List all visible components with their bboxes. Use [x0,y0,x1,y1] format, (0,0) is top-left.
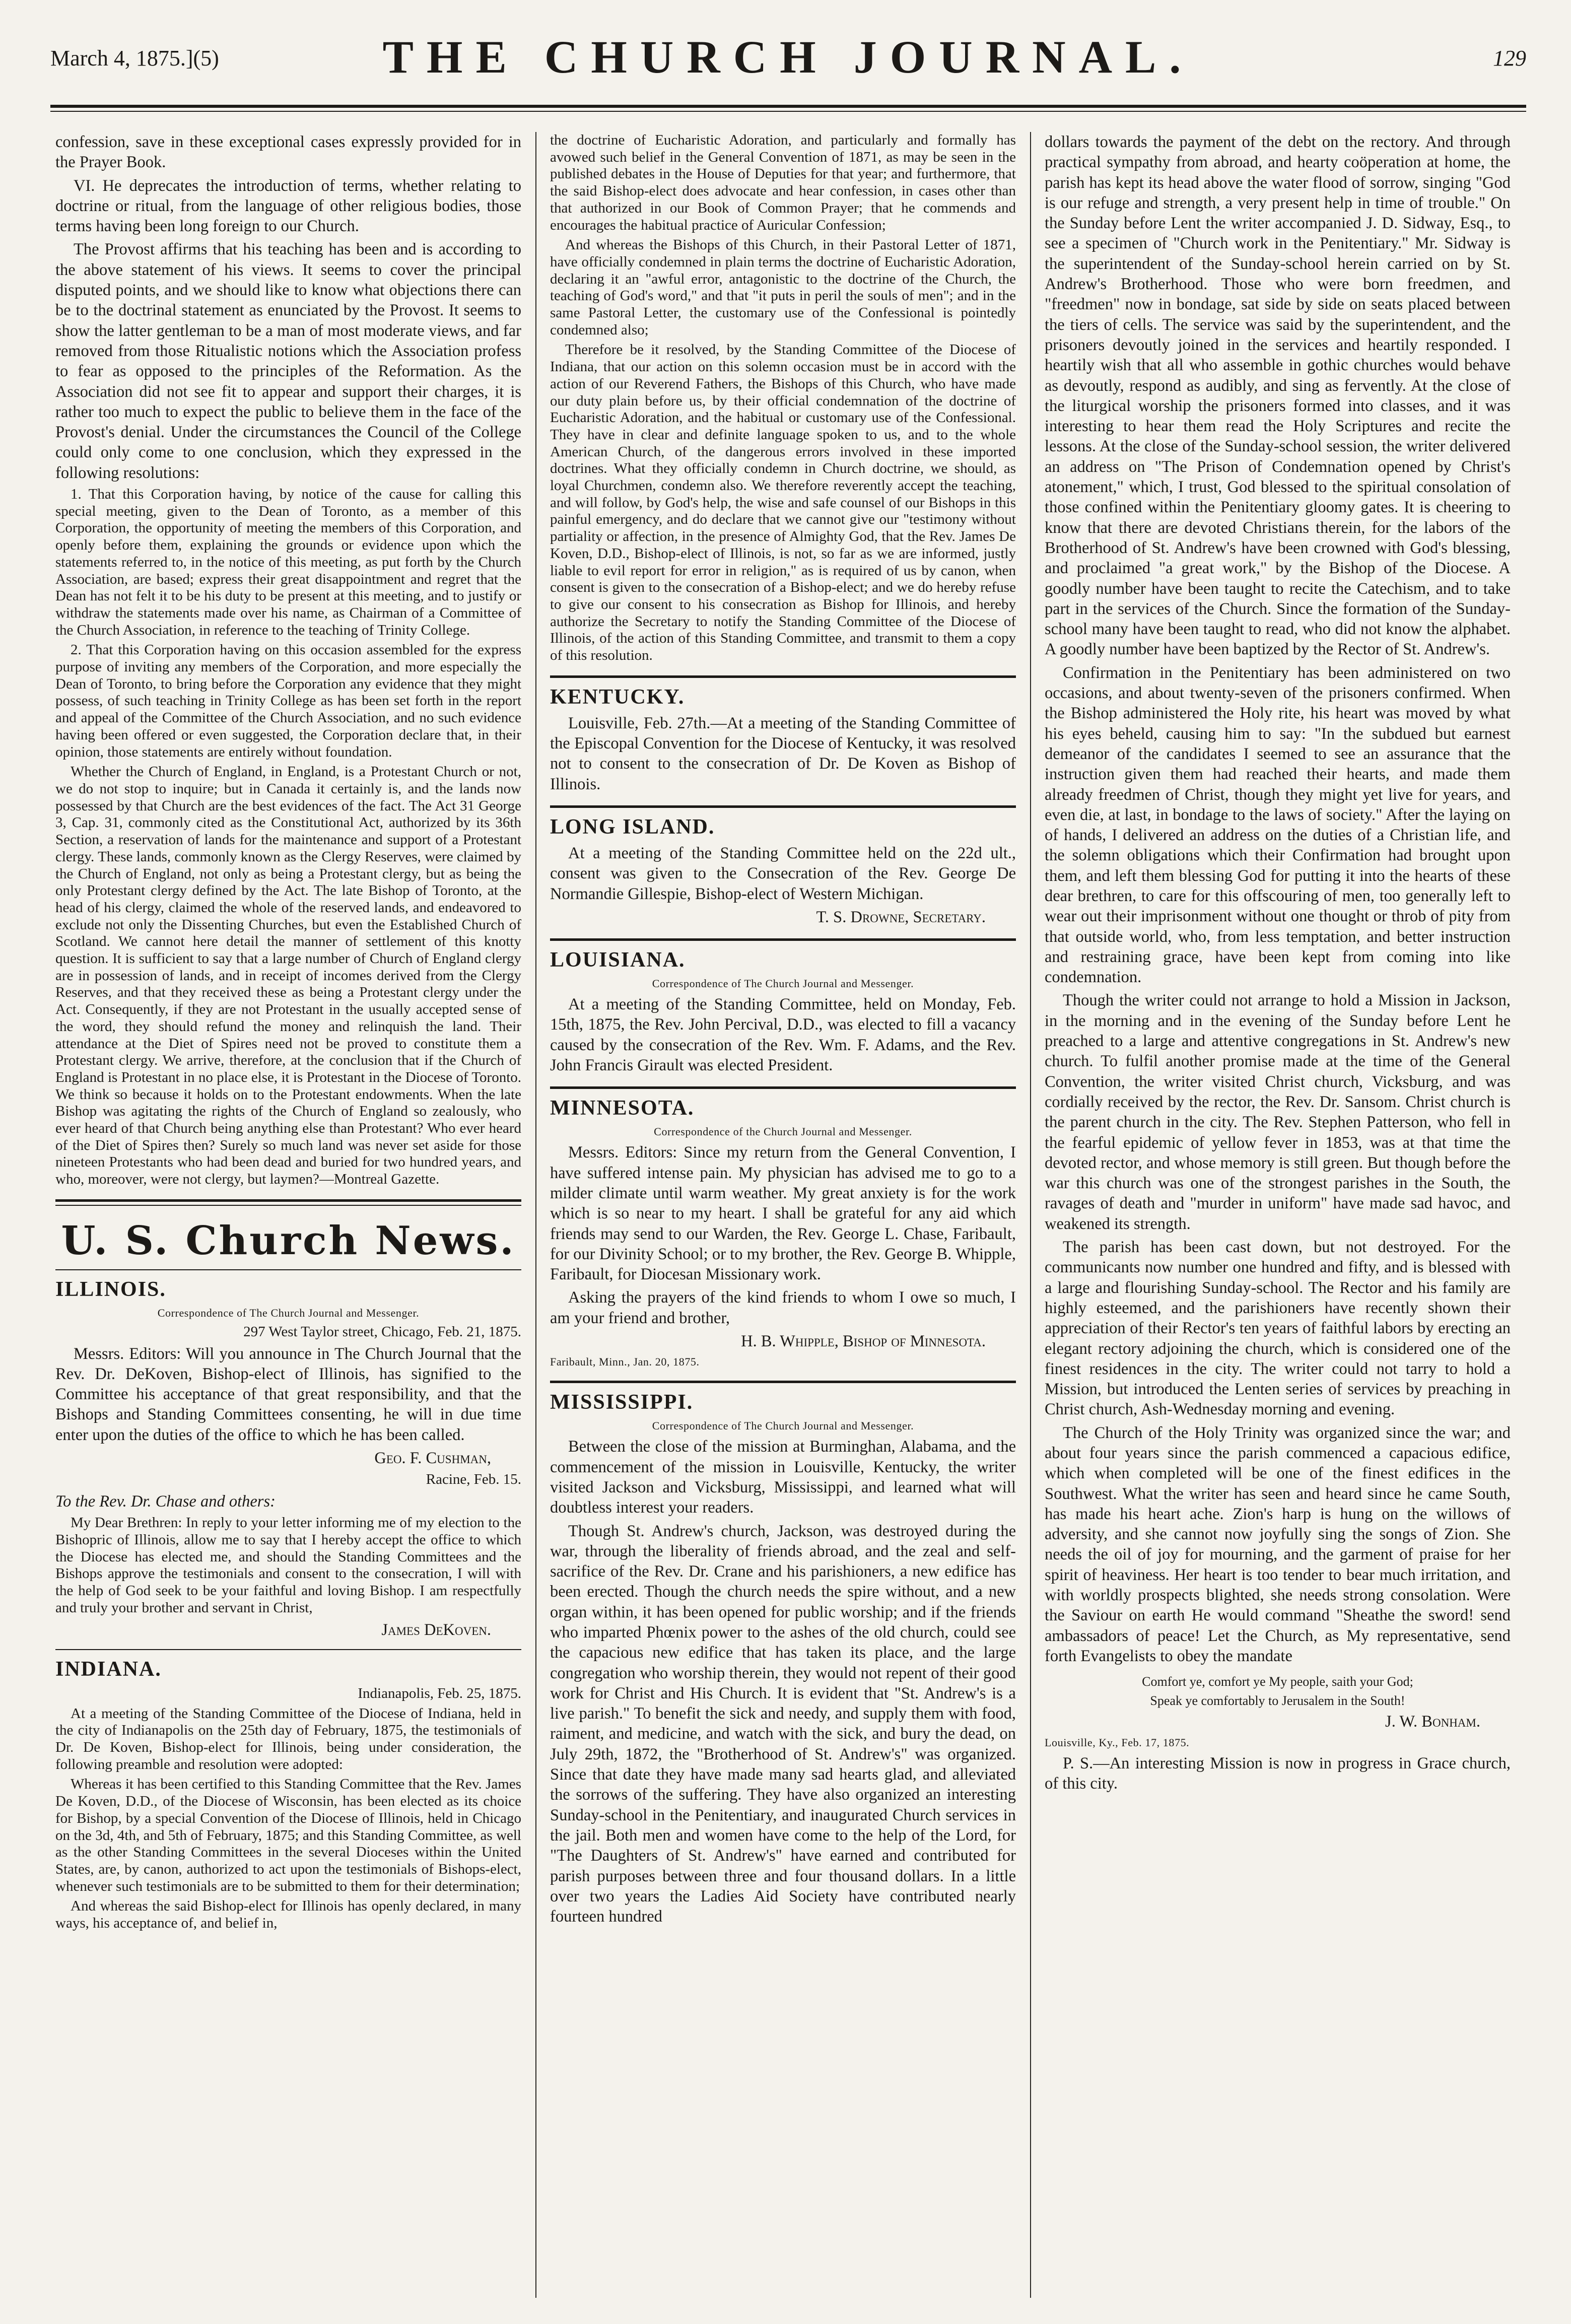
article-paragraph: confession, save in these exceptional cases expressly provided for in the Prayer Book. [55,133,521,172]
salutation: To the Rev. Dr. Chase and others: [55,1492,276,1511]
issue-date: March 4, 1875.](5) [50,46,219,71]
article-paragraph: Whereas it has been certified to this Standing Committee that the Rev. James De Koven, D.D., of the Diocese of Wisconsin, has been elected as its choice for Bishop, by a special Convention of the Diocese of Illinois, held in Chicago on the 3d, 4th, and 5th of February, 1875; and this Standing Committee, as well as the other Standing Committees in the several Dioceses within the United States, are, by canon, authorized to act upon the testimonials of Bishops-elect, whenever such testimonials are to be submitted to them for their determination; [55,1776,521,1894]
dateline: Racine, Feb. 15. [426,1471,521,1488]
article-paragraph: At a meeting of the Standing Committee held on the 22d ult., consent was given to the Consecration of the Rev. George De Normandie Gillespie, Bishop-elect of Western Michigan. [550,844,1016,903]
section-rule [55,1205,521,1206]
section-title: U. S. Church News. [61,1217,516,1264]
section-rule [550,1086,1016,1089]
letter-paragraph: My Dear Brethren: In reply to your letter informing me of my election to the Bishopric of Illinois, allow me to say that I hereby accept the office to which the Diocese has elected me, and should the Standing Committees and the Bishops approve the testimonials and consent to the consecration, I will with the help of God seek to be your faithful and loving Bishop. I am respectfully and truly your brother and servant in Christ, [55,1515,521,1616]
article-paragraph: Though St. Andrew's church, Jackson, was destroyed during the war, through the liberality of friends abroad, and the zeal and self-sacrifice of the Rev. Dr. Crane and his parishioners, a new edifice has been erected. Though the church needs the spire without, and a new organ within, it has been opened for public worship; and if the friends who imparted Phœnix power to the ashes of the old church, could see the capacious new edifice that has taken its place, and the large congregation who worship therein, they would not repent of their good work for Christ and His Church. It is evident that "St. Andrew's is a live parish." To benefit the sick and needy, and supply them with food, raiment, and medicine, and watch with the sick, and bury the dead, on July 29th, 1872, the "Brotherhood of St. Andrew's" was organized. Since that date they have made many sad hearts glad, and alleviated the sorrows of the suffering. They have also organized an interesting Sunday-school in the Penitentiary, and inaugurated Church services in the jail. Both men and women have come to the help of the Lord, for "The Daughters of St. Andrew's" have earned and contributed for parish purposes between three and four thousand dollars. In a little over two years the Ladies Aid Society have contributed nearly fourteen hundred [550,1522,1016,1926]
column-1 [55,132,521,2303]
signature: H. B. Whipple, Bishop of Minnesota. [741,1332,986,1351]
signature: James DeKoven. [381,1620,491,1639]
article-paragraph: Louisville, Feb. 27th.—At a meeting of the Standing Committee of the Episcopal Convention for the Diocese of Kentucky, it was resolved not to consent to the consecration of Dr. De Koven as Bishop of Illinois. [550,714,1016,793]
section-rule [55,1199,521,1202]
letter-paragraph: Asking the prayers of the kind friends to whom I owe so much, I am your friend and brother, [550,1288,1016,1327]
heading-illinois: ILLINOIS. [55,1277,166,1301]
section-rule [550,1381,1016,1383]
heading-mississippi: MISSISSIPPI. [550,1391,694,1414]
section-rule [55,1269,521,1270]
postscript: P. S.—An interesting Mission is now in progress in Grace church, of this city. [1045,1754,1511,1793]
article-paragraph: dollars towards the payment of the debt on the rectory. And through practical sympathy from abroad, and hearty coöperation at home, the parish has kept its head above the water flood of sorrow, singing "God is our refuge and strength, a very present help in time of trouble." On the Sunday before Lent the writer accompanied J. D. Sidway, Esq., to see a specimen of "Church work in the Penitentiary." Mr. Sidway is the superintendent of the Sunday-school herein carried on by St. Andrew's Brotherhood. Those who were born freedmen, and "freedmen" now in bondage, sat side by side on seats placed between the tiers of cells. The service was said by the superintendent, and the prisoners devoutly joined in the services and heartily responded. I heartily wish that all who assemble in gothic churches would behave as devoutly, respond as audibly, and sing as fervently. At the close of the liturgical worship the prisoners formed into classes, and it was interesting to hear them read the Holy Scriptures and recite the lessons. At the close of the Sunday-school session, the writer delivered an address on "The Prison of Condemnation opened by Christ's atonement," which, I trust, God blessed to the spiritual consolation of those confined within the Penitentiary gloomy gates. It is cheering to know that there are devoted Christians therein, for the labors of the Brotherhood of St. Andrew's have been crowned with God's blessing, and proclaimed "a great work," by the Bishop of the Diocese. A goodly number have been taught to recite the Catechism, and to take part in the services of the Church. Since the formation of the Sunday-school many have been taught to read, who did not know the alphabet. A goodly number have been baptized by the Rector of St. Andrew's. [1045,133,1511,659]
verse-line: Comfort ye, comfort ye My people, saith your God; [1142,1674,1413,1689]
masthead [50,26,1526,87]
signature: Geo. F. Cushman, [374,1449,491,1468]
signature: T. S. Drowne, Secretary. [816,908,986,926]
correspondence-line: Correspondence of The Church Journal and Messenger. [652,977,914,990]
article-paragraph: The Church of the Holy Trinity was organized since the war; and about four years since the parish commenced a capacious edifice, which when completed will be one of the finest edifices in the Southwest. What the writer has seen and heard since he came South, has made his heart ache. Zion's harp is hung on the willows of adversity, and she cannot now joyfully sing the songs of Zion. She needs the oil of joy for mourning, and the garment of praise for her spirit of heaviness. Her heart is too tender to bear much irritation, and with worldly prospects blighted, she needs strong consolation. Were the Saviour on earth He would command "Sheathe the sword! send ambassadors of peace! Let the Church, as My representative, send forth Evangelists to obey the mandate [1045,1423,1511,1665]
article-paragraph: At a meeting of the Standing Committee of the Diocese of Indiana, held in the city of Indianapolis on the 25th day of February, 1875, the testimonials of Dr. De Koven, Bishop-elect for Illinois, being under consideration, the following preamble and resolution were adopted: [55,1705,521,1772]
correspondence-line: Correspondence of the Church Journal and Messenger. [654,1125,912,1138]
dateline: Louisville, Ky., Feb. 17, 1875. [1045,1736,1190,1749]
correspondence-line: Correspondence of The Church Journal and Messenger. [652,1419,914,1432]
dateline: Indianapolis, Feb. 25, 1875. [358,1685,521,1701]
article-paragraph: Though the writer could not arrange to hold a Mission in Jackson, in the morning and in the evening of the Sunday before Lent he preached to a large and attentive congregations in St. Andrew's new church. To fulfil another promise made at the time of the General Convention, the writer visited Christ church, Vicksburg, and was cordially received by the rector, the Rev. Dr. Sansom. Christ church is the parent church in the city. The Rev. Stephen Patterson, who fell in the fearful epidemic of yellow fever in 1853, was at that time the devoted rector, and whose memory is still green. But though before the war this church was one of the strongest parishes in the South, the ravages of death and "murder in uniform" have made sad havoc, and weakened its strength. [1045,991,1511,1233]
heading-minnesota: MINNESOTA. [550,1097,695,1120]
article-paragraph: At a meeting of the Standing Committee, held on Monday, Feb. 15th, 1875, the Rev. John Percival, D.D., was elected to fill a vacancy caused by the consecration of the Rev. Wm. F. Adams, and the Rev. John Francis Girault was elected President. [550,995,1016,1075]
correspondence-line: Correspondence of The Church Journal and Messenger. [157,1306,420,1319]
article-paragraph: The Provost affirms that his teaching has been and is according to the above statement of his views. It seems to cover the principal disputed points, and we should like to know what objections there can be to the doctrinal statement as enunciated by the Provost. It seems to show the latter gentleman to be a man of most moderate views, and far removed from those Ritualistic notions which the Association profess to fear as opposed to the principles of the Reformation. As the Association did not see fit to appear and support their charges, it is rather too much to expect the public to believe them in the face of the Provost's denial. Under the circumstances the Council of the College could only come to one conclusion, which they expressed in the following resolutions: [55,240,521,482]
article-paragraph: The parish has been cast down, but not destroyed. For the communicants now number one hundred and fifty, and is blessed with a large and flourishing Sunday-school. The Rector and his family are highly esteemed, and the parishioners have recently shown their appreciation of their Rector's ten years of faithful labors by erecting an elegant rectory adjoining the church, which is considered one of the finest residences in the city. The writer could not tarry to hold a Mission, but introduced the Lenten series of services by preaching in Christ church, Ash-Wednesday morning and evening. [1045,1238,1511,1419]
article-paragraph: Between the close of the mission at Burminghan, Alabama, and the commencement of the mission in Louisville, Kentucky, the writer visited Jackson and Vicksburg, Mississippi, and learned what will doubtless interest your readers. [550,1438,1016,1517]
heading-long-island: LONG ISLAND. [550,815,715,839]
column-divider [535,132,536,2298]
masthead-rule-thin [50,111,1526,112]
article-paragraph: VI. He deprecates the introduction of terms, whether relating to doctrine or ritual, from the language of other religious bodies, those terms having been long foreign to our Church. [55,176,521,236]
article-paragraph: And whereas the said Bishop-elect for Illinois has openly declared, in many ways, his acceptance of, and belief in, [55,1898,521,1932]
column-2 [550,132,1016,2303]
masthead-rule [50,105,1526,108]
article-paragraph: Whether the Church of England, in England, is a Protestant Church or not, we do not stop to inquire; but in Canada it certainly is, and the lands now possessed by that Church are the best evidences of the fact. The Act 31 George 3, Cap. 31, commonly cited as the Constitutional Act, authorized by its 36th Section, a reservation of lands for the maintenance and support of a Protestant clergy. These lands, commonly known as the Clergy Reserves, were claimed by the Church of England, not only as being a Protestant clergy, but as being the only Protestant clergy defined by the Act. The late Bishop of Toronto, at the head of his clergy, claimed the whole of the reserved lands, and endeavored to exclude not only the Dissenting Churches, but even the Established Church of Scotland. We cannot here detail the manner of settlement of this knotty question. It is sufficient to say that a large number of Church of England clergy are in possession of lands, and in receipt of incomes derived from the Clergy Reserves, and that they received these as being a Protestant clergy under the Act. Consequently, if they are not Protestant in the usually accepted sense of the word, they should refund the money and relinquish the land. Their attendance at the Diet of Spires need not be proved to constitute them a Protestant clergy. We arrive, therefore, at the conclusion that if the Church of England is Protestant in no place else, it is Protestant in the Diocese of Toronto. We think so because it holds on to the Protestant endowments. When the late Bishop was agitating the rights of the Church of England so zealously, who ever heard of that Church being anything else than Protestant? Who ever heard of the Diet of Spires then? Surely so much land was never set aside for those nineteen Protestants who had been dead and buried for two hundred years, and who, moreover, were not clergy, but laymen?—Montreal Gazette. [55,764,521,1188]
section-rule [55,1649,521,1650]
heading-indiana: INDIANA. [55,1657,162,1681]
resolution-1: 1. That this Corporation having, by notice of the cause for calling this special meeting, given to the Dean of Toronto, as a member of this Corporation, the opportunity of meeting the members of this Corporation, and openly before them, explaining the grounds or evidence upon which the statements referred to, in the notice of this meeting, as put forth by the Church Association, are based; express their great disappointment and regret that the Dean has not felt it to be his duty to be present at this meeting, and to justify or withdraw the statements made over his name, as Chairman of a Committee of the Church Association, in reference to the teaching of Trinity College. [55,486,521,638]
section-rule [550,938,1016,941]
article-paragraph: And whereas the Bishops of this Church, in their Pastoral Letter of 1871, have officially condemned in plain terms the doctrine of Eucharistic Adoration, declaring it an "awful error, antagonistic to the doctrine of the Church, the teaching of God's word," and that "it puts in peril the souls of men"; and in the same Pastoral Letter, the customary use of the Confessional is pointedly condemned also; [550,237,1016,338]
newspaper-title: THE CHURCH JOURNAL. [382,31,1194,83]
letter-paragraph: Messrs. Editors: Will you announce in The Church Journal that the Rev. Dr. DeKoven, Bishop-elect of Illinois, has signified to the Committee his acceptance of that great responsibility, and that the Bishops and Standing Committees consenting, he will in due time enter upon the duties of the office to which he has been called. [55,1344,521,1444]
article-paragraph: the doctrine of Eucharistic Adoration, and particularly and formally has avowed such belief in the General Convention of 1871, as may be seen in the published debates in the House of Deputies for that year; and furthermore, that the said Bishop-elect does advocate and hear confession, in cases other than that authorized in our Book of Common Prayer; that he commends and encourages the habitual practice of Auricular Confession; [550,132,1016,233]
signature: J. W. Bonham. [1385,1713,1480,1731]
dateline: Faribault, Minn., Jan. 20, 1875. [550,1355,700,1369]
heading-kentucky: KENTUCKY. [550,685,685,709]
article-paragraph: Confirmation in the Penitentiary has been administered on two occasions, and about twenty-seven of the prisoners confirmed. When the Bishop administered the Holy rite, his heart was moved by what his eyes beheld, causing him to say: "In the subdued but earnest demeanor of the candidates I seemed to see an assurance that the instruction given them had reached their hearts, and made them already freedmen of Christ, though they might yet live for years, and even die, at last, in bondage to the laws of society." After the laying on of hands, I delivered an address on the duties of a Christian life, and the solemn obligations which their Confirmation had brought upon them, and left them blessing God for putting it into the hearts of these dear brethren, to care for this offscouring of men, too generally left to wear out their imprisonment without one thought or throb of pity from that outside world, who, from less temptation, and better instruction and restraining grace, have been kept from coming into like condemnation. [1045,663,1511,987]
heading-louisiana: LOUISIANA. [550,948,686,972]
verse-line: Speak ye comfortably to Jerusalem in the South! [1150,1693,1405,1708]
section-rule [550,805,1016,808]
resolution-2: 2. That this Corporation having on this occasion assembled for the express purpose of inviting any members of the Corporation, and more especially the Dean of Toronto, to bring before the Corporation any evidence that they might possess, of such teaching in Trinity College as has been set forth in the report and appeal of the Committee of the Church Association, and no such evidence having been offered or even suggested, the Corporation declare that, in their opinion, those statements are entirely without foundation. [55,642,521,760]
column-divider [1030,132,1031,2298]
column-3 [1045,132,1511,2303]
page-number: 129 [1493,46,1526,71]
letter-paragraph: Messrs. Editors: Since my return from the General Convention, I have suffered intense pain. My physician has advised me to go to a milder climate until warm weather. My great anxiety is for the work which is so near to my heart. I shall be grateful for any aid which friends may send to our Warden, the Rev. George L. Chase, Faribault, for our Divinity School; or to my brother, the Rev. George B. Whipple, Faribault, for Diocesan Missionary work. [550,1143,1016,1284]
article-paragraph: Therefore be it resolved, by the Standing Committee of the Diocese of Indiana, that our action on this solemn occasion must be in accord with the action of our Reverend Fathers, the Bishops of this Church, who have made our duty plain before us, by their official condemnation of the doctrine of Eucharistic Adoration, and the habitual or customary use of the Confessional. They have in clear and definite language spoken to us, and to the whole American Church, of the dangerous errors involved in these imported doctrines. What they officially condemn in Church doctrine, we should, as loyal Churchmen, condemn also. We therefore reverently accept the teaching, and will follow, by God's help, the wise and safe counsel of our Bishops in this painful emergency, and do declare that we cannot give our "testimony without partiality or affection, in the presence of Almighty God, that the Rev. James De Koven, D.D., Bishop-elect of Illinois, is not, so far as we are informed, justly liable to evil report for error in religion," as is required of us by canon, when consent is given to the consecration of a Bishop-elect; and we do hereby refuse to give our consent to his consecration as Bishop for Illinois, and hereby authorize the Secretary to notify the Standing Committee of the Diocese of Illinois, of the action of this Standing Committee, and transmit to them a copy of this resolution. [550,341,1016,664]
section-rule [550,675,1016,678]
dateline: 297 West Taylor street, Chicago, Feb. 21, 1875. [243,1323,521,1340]
